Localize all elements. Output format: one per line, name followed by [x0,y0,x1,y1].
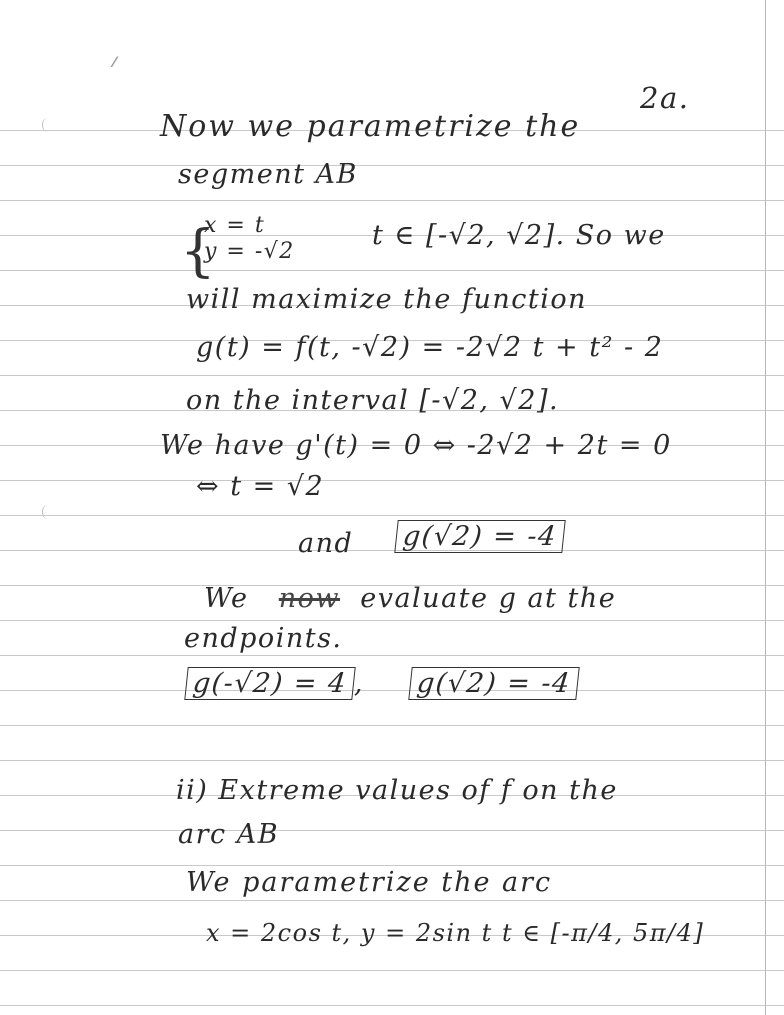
system-brace: { [180,219,216,284]
text-line-9-label: and [298,528,354,559]
text-line-3: t ∈ [-√2, √2]. So we [372,220,666,251]
boxed-answer: g(-√2) = 4 [184,667,355,700]
system-eq-2: y = -√2 [204,239,295,264]
text-line-14: arc AB [178,819,280,850]
text-line-2: segment AB [178,159,358,190]
text-line-1: Now we parametrize the [160,109,581,144]
text-fragment: We [204,583,249,614]
text-line-4: will maximize the function [186,284,588,315]
text-line-8: ⇔ t = √2 [196,471,325,502]
binder-hole-mark [42,118,53,132]
system-eq-1: x = t [204,213,266,238]
margin-line [765,0,766,1015]
pencil-scribble-mark: ⁄⁄⁄ [113,55,115,71]
text-line-15: We parametrize the arc [186,867,553,898]
struck-word: now [278,583,341,614]
binder-hole-mark [42,505,53,519]
text-line-7: We have g'(t) = 0 ⇔ -2√2 + 2t = 0 [160,430,672,461]
text-line-12 [186,667,364,700]
text-line-13: ii) Extreme values of f on the [176,775,618,806]
page-number: 2a. [640,81,690,115]
text-line-5: g(t) = f(t, -√2) = -2√2 t + t² - 2 [196,332,664,363]
text-line-6: on the interval [-√2, √2]. [186,385,560,416]
text-line-11: endpoints. [184,623,343,654]
text-line-10 [204,585,616,612]
text-line-16: x = 2cos t, y = 2sin t t ∈ [-π/4, 5π/4] [206,919,705,947]
boxed-result-3 [410,667,578,700]
boxed-answer: g(√2) = -4 [408,667,579,700]
boxed-result-1 [396,520,564,553]
text-fragment: evaluate g at the [360,583,617,614]
comma: , [353,668,364,699]
boxed-answer: g(√2) = -4 [394,520,565,553]
